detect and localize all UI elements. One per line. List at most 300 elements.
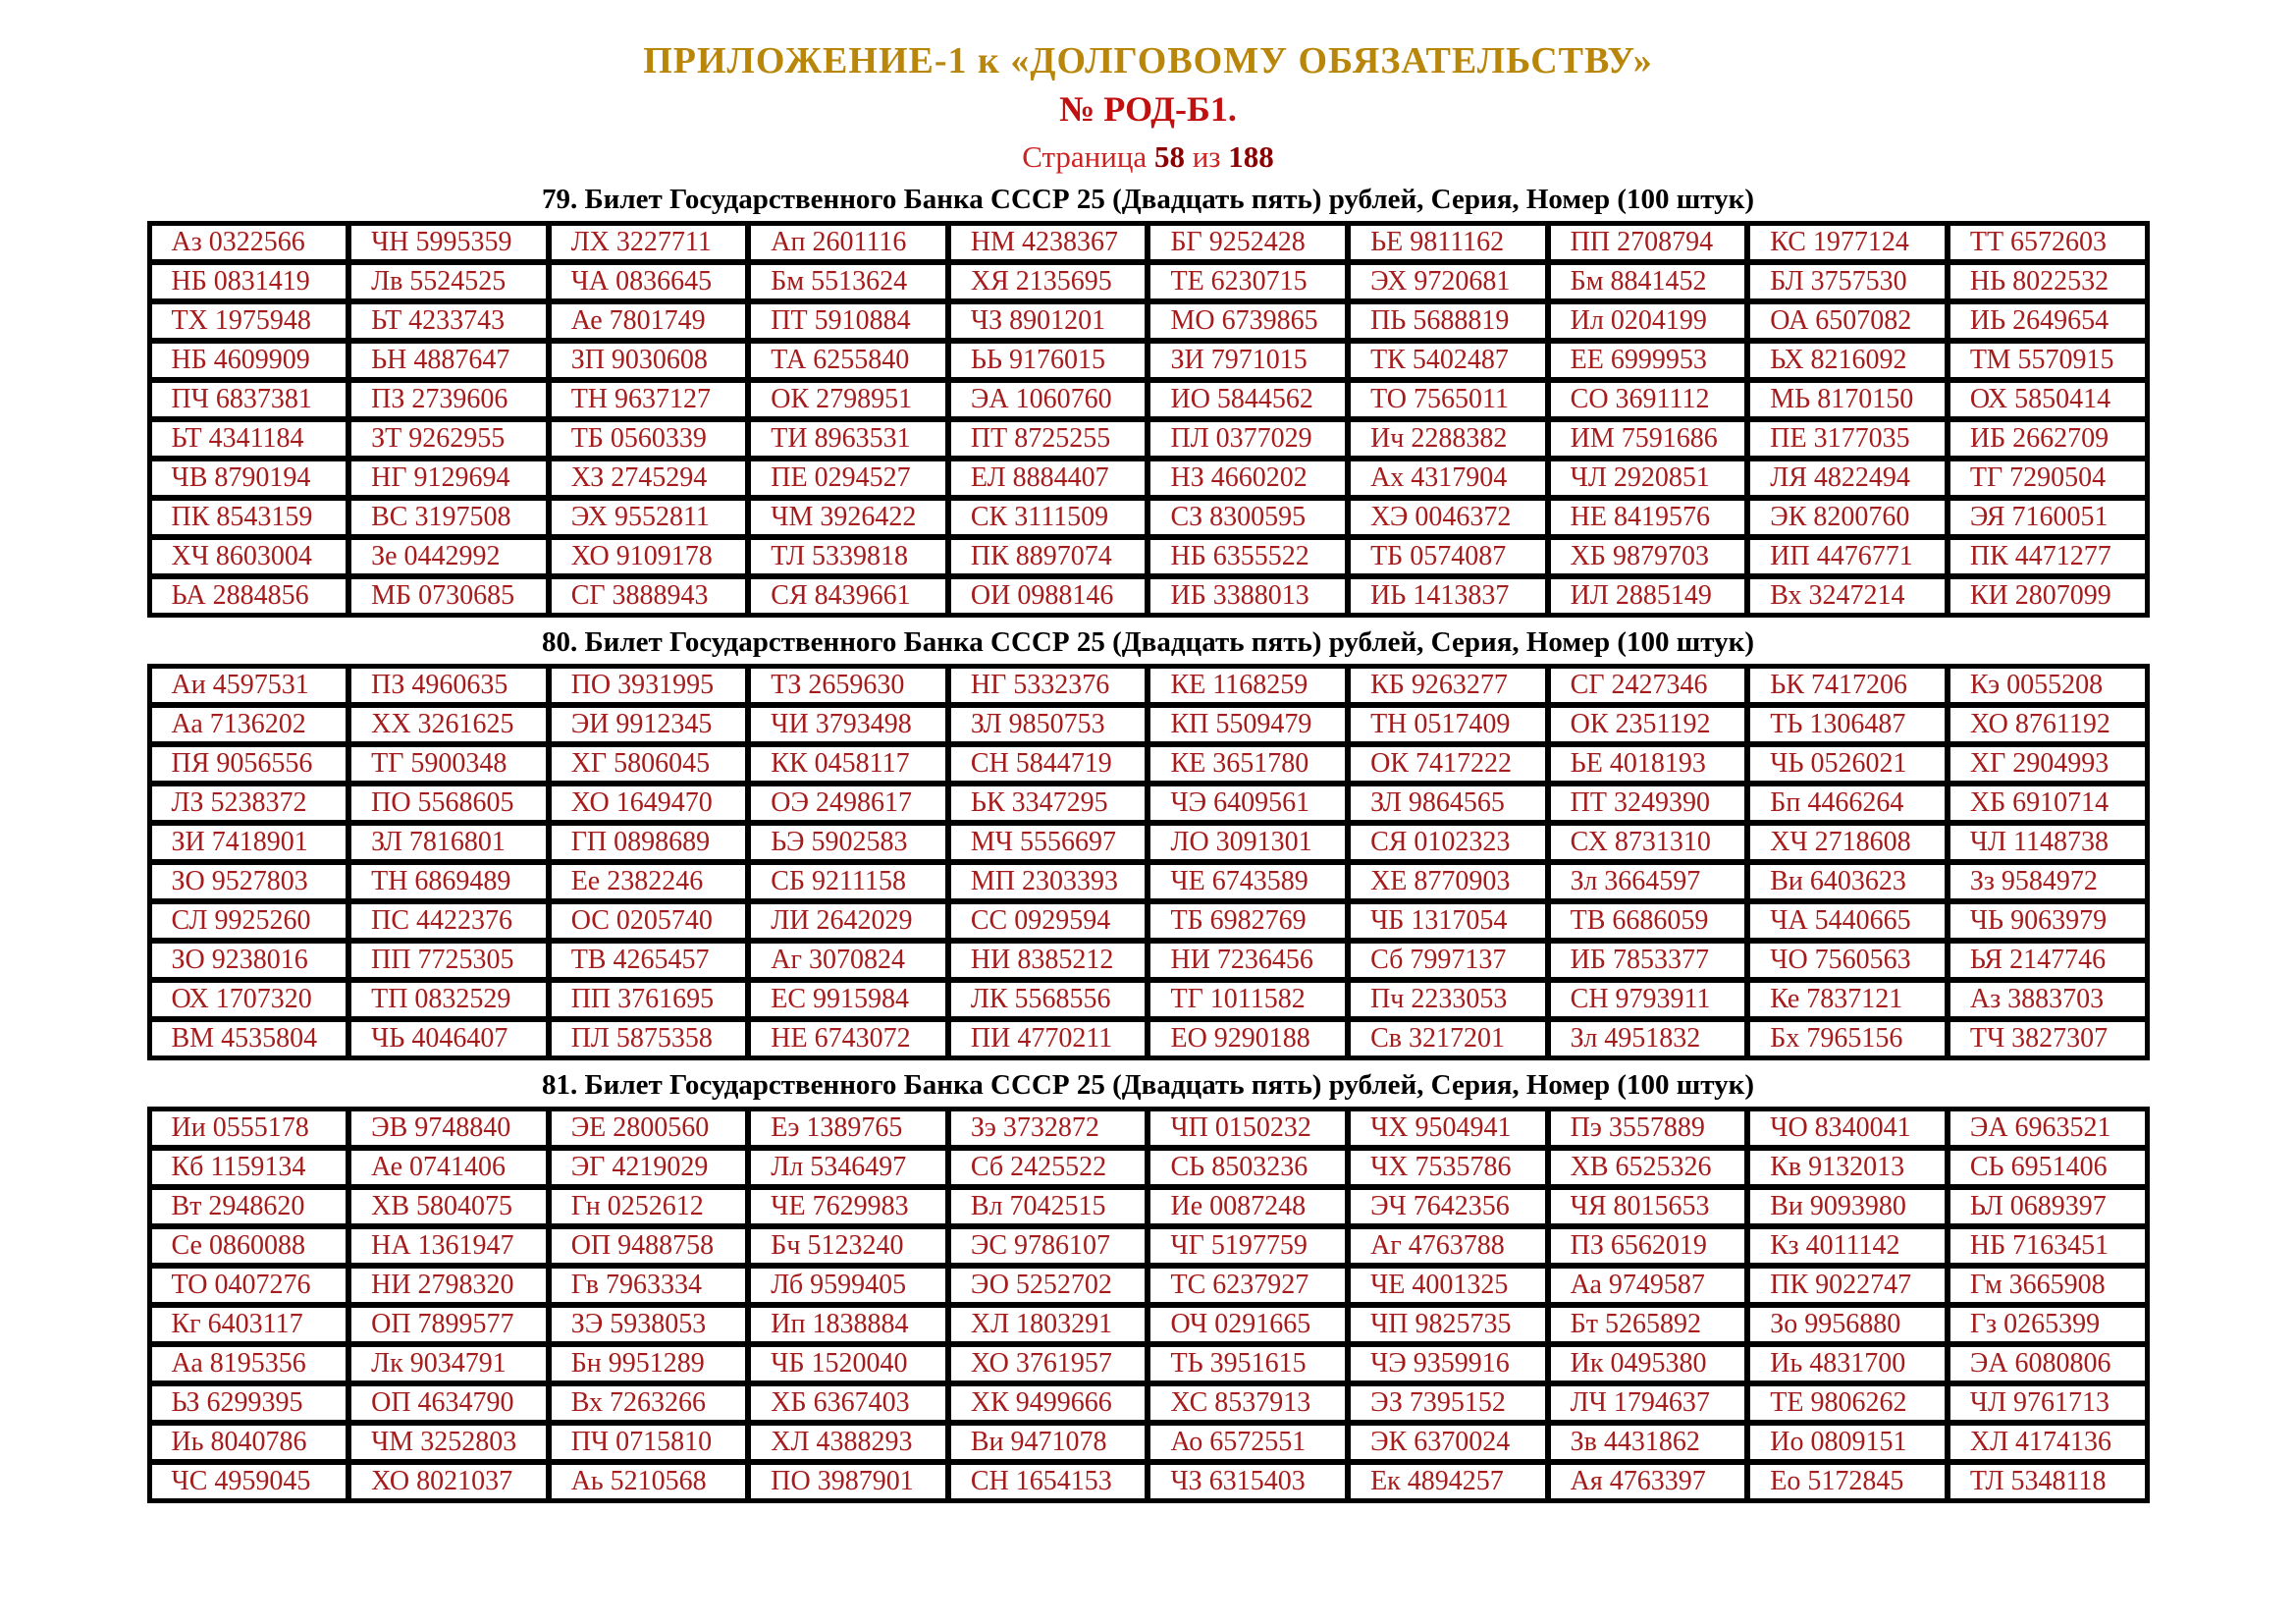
serial-cell: Пэ 3557889	[1548, 1109, 1748, 1148]
serial-cell: ЧС 4959045	[149, 1462, 349, 1501]
serial-cell: ЭИ 9912345	[549, 705, 749, 744]
serial-cell: СО 3691112	[1548, 380, 1748, 419]
serial-cell: НИ 7236456	[1148, 941, 1348, 980]
serial-cell: ПО 5568605	[348, 784, 549, 823]
serial-cell: НГ 5332376	[948, 666, 1148, 705]
table-row	[149, 223, 2148, 262]
serial-cell: Кб 1159134	[149, 1148, 349, 1187]
serial-cell: ПЕ 0294527	[748, 459, 948, 498]
serial-cell: КЕ 3651780	[1148, 744, 1348, 784]
serial-cell: НГ 9129694	[348, 459, 549, 498]
serial-cell: Вл 7042515	[948, 1187, 1148, 1226]
serial-cell: ЭА 6080806	[1948, 1344, 2148, 1383]
serial-cell: ПЧ 6837381	[149, 380, 349, 419]
serial-cell: ЗЛ 7816801	[348, 823, 549, 862]
serial-cell: ЗИ 7418901	[149, 823, 349, 862]
serial-cell: ЛЧ 1794637	[1548, 1383, 1748, 1423]
serial-cell: ХХ 3261625	[348, 705, 549, 744]
serial-cell: Иь 8040786	[149, 1423, 349, 1462]
serial-cell: Кв 9132013	[1747, 1148, 1948, 1187]
serial-cell: ТЬ 1306487	[1747, 705, 1948, 744]
serial-cell: ОЧ 0291665	[1148, 1305, 1348, 1344]
serial-cell: ХБ 6910714	[1948, 784, 2148, 823]
serial-cell: ХО 8761192	[1948, 705, 2148, 744]
serial-cell: ЧХ 7535786	[1348, 1148, 1548, 1187]
serial-cell: ПП 2708794	[1548, 223, 1748, 262]
serial-cell: Ап 2601116	[748, 223, 948, 262]
serial-cell: Лв 5524525	[348, 262, 549, 301]
serial-cell: СЗ 8300595	[1148, 498, 1348, 537]
serial-cell: ЗЭ 5938053	[549, 1305, 749, 1344]
section-81-title: 81. Билет Государственного Банка СССР 25 (Двадцать пять) рублей, Серия, Номер (100 штук)	[541, 1069, 1755, 1101]
serial-cell: ГП 0898689	[549, 823, 749, 862]
serial-cell: Вт 2948620	[149, 1187, 349, 1226]
serial-cell: СК 3111509	[948, 498, 1148, 537]
serial-cell: ХС 8537913	[1148, 1383, 1348, 1423]
serial-cell: ТО 0407276	[149, 1266, 349, 1305]
serial-cell: ХГ 5806045	[549, 744, 749, 784]
serial-cell: СЬ 8503236	[1148, 1148, 1348, 1187]
serial-cell: НБ 6355522	[1148, 537, 1348, 576]
table-row	[149, 341, 2148, 380]
serial-cell: ТБ 0560339	[549, 419, 749, 459]
serial-cell: Ее 2382246	[549, 862, 749, 901]
serial-cell: ОК 7417222	[1348, 744, 1548, 784]
serial-cell: ХЕ 8770903	[1348, 862, 1548, 901]
serial-cell: ЧЛ 9761713	[1948, 1383, 2148, 1423]
serial-cell: БЛ 3757530	[1747, 262, 1948, 301]
serial-cell: ЭК 6370024	[1348, 1423, 1548, 1462]
serial-cell: ЬА 2884856	[149, 576, 349, 616]
serial-cell: ЧЭ 6409561	[1148, 784, 1348, 823]
serial-cell: Аз 3883703	[1948, 980, 2148, 1019]
serial-cell: ТП 0832529	[348, 980, 549, 1019]
serial-cell: Аг 4763788	[1348, 1226, 1548, 1266]
serial-cell: Аз 0322566	[149, 223, 349, 262]
serial-cell: ЧЯ 8015653	[1548, 1187, 1748, 1226]
serial-cell: ТЛ 5339818	[748, 537, 948, 576]
serial-cell: ИЬ 1413837	[1348, 576, 1548, 616]
serial-cell: ЧЗ 6315403	[1148, 1462, 1348, 1501]
serial-cell: ПЬ 5688819	[1348, 301, 1548, 341]
serial-cell: ЧИ 3793498	[748, 705, 948, 744]
serial-cell: СЬ 6951406	[1948, 1148, 2148, 1187]
serial-cell: ЭХ 9552811	[549, 498, 749, 537]
serial-cell: ЧБ 1520040	[748, 1344, 948, 1383]
serial-cell: ЬЯ 2147746	[1948, 941, 2148, 980]
serial-cell: ПЗ 2739606	[348, 380, 549, 419]
serial-cell: ЗП 9030608	[549, 341, 749, 380]
serial-cell: ИП 4476771	[1747, 537, 1948, 576]
serial-cell: ЬТ 4341184	[149, 419, 349, 459]
serial-cell: ЧЛ 2920851	[1548, 459, 1748, 498]
serial-cell: НЕ 8419576	[1548, 498, 1748, 537]
serial-cell: ЗО 9238016	[149, 941, 349, 980]
serial-cell: ЭС 9786107	[948, 1226, 1148, 1266]
serial-cell: ХО 8021037	[348, 1462, 549, 1501]
serial-cell: Ип 1838884	[748, 1305, 948, 1344]
serial-cell: ЕЕ 6999953	[1548, 341, 1748, 380]
serial-cell: ПЛ 5875358	[549, 1019, 749, 1058]
table-row	[149, 1226, 2148, 1266]
serial-cell: Аь 5210568	[549, 1462, 749, 1501]
serial-cell: ЭА 1060760	[948, 380, 1148, 419]
appendix-title: ПРИЛОЖЕНИЕ-1 к «ДОЛГОВОМУ ОБЯЗАТЕЛЬСТВУ»	[643, 40, 1653, 81]
document-number: № РОД-Б1.	[1059, 89, 1237, 129]
serial-cell: ЭА 6963521	[1948, 1109, 2148, 1148]
serial-cell: Ео 5172845	[1747, 1462, 1948, 1501]
serial-cell: Лк 9034791	[348, 1344, 549, 1383]
serial-cell: ЧЕ 4001325	[1348, 1266, 1548, 1305]
serial-cell: ОХ 5850414	[1948, 380, 2148, 419]
serial-cell: СЛ 9925260	[149, 901, 349, 941]
serial-cell: ТМ 5570915	[1948, 341, 2148, 380]
serial-cell: СГ 2427346	[1548, 666, 1748, 705]
serial-cell: ХО 3761957	[948, 1344, 1148, 1383]
serials-table-80	[147, 664, 2150, 1060]
table-row	[149, 1344, 2148, 1383]
serial-cell: Се 0860088	[149, 1226, 349, 1266]
serial-cell: ПК 8897074	[948, 537, 1148, 576]
serial-cell: ЬК 7417206	[1747, 666, 1948, 705]
serial-cell: ИО 5844562	[1148, 380, 1348, 419]
serial-cell: ЕС 9915984	[748, 980, 948, 1019]
table-row	[149, 1423, 2148, 1462]
serial-cell: ЧЛ 1148738	[1948, 823, 2148, 862]
serial-cell: ХО 9109178	[549, 537, 749, 576]
serial-cell: ТЛ 5348118	[1948, 1462, 2148, 1501]
serial-cell: Зл 4951832	[1548, 1019, 1748, 1058]
serial-cell: НИ 8385212	[948, 941, 1148, 980]
serial-cell: ЛО 3091301	[1148, 823, 1348, 862]
serial-cell: ПО 3987901	[748, 1462, 948, 1501]
table-row	[149, 380, 2148, 419]
serial-cell: Вх 7263266	[549, 1383, 749, 1423]
serial-cell: СБ 9211158	[748, 862, 948, 901]
serial-cell: ЬЭ 5902583	[748, 823, 948, 862]
serial-cell: ТЕ 9806262	[1747, 1383, 1948, 1423]
serial-cell: ЬК 3347295	[948, 784, 1148, 823]
section-79-title: 79. Билет Государственного Банка СССР 25 (Двадцать пять) рублей, Серия, Номер (100 штук)	[541, 184, 1755, 215]
serial-cell: ИМ 7591686	[1548, 419, 1748, 459]
serial-cell: Ви 9093980	[1747, 1187, 1948, 1226]
serial-cell: Аи 4597531	[149, 666, 349, 705]
serial-cell: ЭГ 4219029	[549, 1148, 749, 1187]
serial-cell: Бх 7965156	[1747, 1019, 1948, 1058]
serial-cell: ЛИ 2642029	[748, 901, 948, 941]
serial-cell: ЧО 8340041	[1747, 1109, 1948, 1148]
table-row	[149, 1187, 2148, 1226]
serial-cell: ОА 6507082	[1747, 301, 1948, 341]
serial-cell: ХГ 2904993	[1948, 744, 2148, 784]
serial-cell: Ае 7801749	[549, 301, 749, 341]
serial-cell: ТО 7565011	[1348, 380, 1548, 419]
serial-cell: ЧМ 3252803	[348, 1423, 549, 1462]
serial-cell: ПТ 8725255	[948, 419, 1148, 459]
serial-cell: ЧЗ 8901201	[948, 301, 1148, 341]
serial-cell: Лб 9599405	[748, 1266, 948, 1305]
serial-cell: ХК 9499666	[948, 1383, 1148, 1423]
serial-cell: МБ 0730685	[348, 576, 549, 616]
serial-cell: ТГ 1011582	[1148, 980, 1348, 1019]
serial-cell: ЧН 5995359	[348, 223, 549, 262]
serial-cell: ИБ 2662709	[1948, 419, 2148, 459]
serial-cell: СН 5844719	[948, 744, 1148, 784]
serial-cell: ПИ 4770211	[948, 1019, 1148, 1058]
serial-cell: Аа 7136202	[149, 705, 349, 744]
serial-cell: ТТ 6572603	[1948, 223, 2148, 262]
serial-cell: Ии 0555178	[149, 1109, 349, 1148]
serial-cell: ХБ 6367403	[748, 1383, 948, 1423]
serial-cell: ЗТ 9262955	[348, 419, 549, 459]
serial-cell: ХЧ 8603004	[149, 537, 349, 576]
table-row	[149, 301, 2148, 341]
serial-cell: ПЕ 3177035	[1747, 419, 1948, 459]
serial-cell: ЧЕ 6743589	[1148, 862, 1348, 901]
serial-cell: ТА 6255840	[748, 341, 948, 380]
serial-cell: МЧ 5556697	[948, 823, 1148, 862]
serial-cell: ХЯ 2135695	[948, 262, 1148, 301]
serial-cell: Ке 7837121	[1747, 980, 1948, 1019]
table-row	[149, 1383, 2148, 1423]
serial-cell: ОК 2798951	[748, 380, 948, 419]
serial-cell: ЬТ 4233743	[348, 301, 549, 341]
serial-cell: ЭХ 9720681	[1348, 262, 1548, 301]
serial-cell: Ил 0204199	[1548, 301, 1748, 341]
page-of-label: из	[1192, 139, 1221, 174]
serial-cell: ТН 9637127	[549, 380, 749, 419]
serial-cell: Ае 0741406	[348, 1148, 549, 1187]
table-row	[149, 1109, 2148, 1148]
serial-cell: ЧБ 1317054	[1348, 901, 1548, 941]
serial-cell: ХБ 9879703	[1548, 537, 1748, 576]
serial-cell: Ах 4317904	[1348, 459, 1548, 498]
serial-cell: СГ 3888943	[549, 576, 749, 616]
serial-cell: ЭЕ 2800560	[549, 1109, 749, 1148]
serial-cell: ИБ 7853377	[1548, 941, 1748, 980]
serial-cell: ТГ 5900348	[348, 744, 549, 784]
serial-cell: КС 1977124	[1747, 223, 1948, 262]
serial-cell: НИ 2798320	[348, 1266, 549, 1305]
serial-cell: ЭЯ 7160051	[1948, 498, 2148, 537]
serial-cell: Аг 3070824	[748, 941, 948, 980]
serials-table-79	[147, 221, 2150, 618]
serial-cell: ЭК 8200760	[1747, 498, 1948, 537]
serial-cell: ЬЕ 9811162	[1348, 223, 1548, 262]
serial-cell: Аа 8195356	[149, 1344, 349, 1383]
table-row	[149, 980, 2148, 1019]
table-row	[149, 901, 2148, 941]
serial-cell: ХЛ 4174136	[1948, 1423, 2148, 1462]
serial-cell: ХЭ 0046372	[1348, 498, 1548, 537]
table-row	[149, 784, 2148, 823]
page-indicator	[0, 139, 2296, 175]
serial-cell: ОП 9488758	[549, 1226, 749, 1266]
serial-cell: ЗЛ 9850753	[948, 705, 1148, 744]
serial-cell: ЛЗ 5238372	[149, 784, 349, 823]
serial-cell: ТХ 1975948	[149, 301, 349, 341]
serial-cell: ЧЭ 9359916	[1348, 1344, 1548, 1383]
serial-cell: Гв 7963334	[549, 1266, 749, 1305]
serial-cell: Бп 4466264	[1747, 784, 1948, 823]
table-row	[149, 1019, 2148, 1058]
table-row	[149, 1305, 2148, 1344]
serial-cell: Ви 6403623	[1747, 862, 1948, 901]
serial-cell: Ая 4763397	[1548, 1462, 1748, 1501]
serial-cell: Ич 2288382	[1348, 419, 1548, 459]
serial-cell: ЕО 9290188	[1148, 1019, 1348, 1058]
serial-cell: Ви 9471078	[948, 1423, 1148, 1462]
table-row	[149, 262, 2148, 301]
serial-cell: ПЧ 0715810	[549, 1423, 749, 1462]
serial-cell: ХЛ 4388293	[748, 1423, 948, 1462]
serial-cell: ПТ 3249390	[1548, 784, 1748, 823]
serial-cell: ЬХ 8216092	[1747, 341, 1948, 380]
serial-cell: Бт 5265892	[1548, 1305, 1748, 1344]
serial-cell: МЬ 8170150	[1747, 380, 1948, 419]
serial-cell: ИБ 3388013	[1148, 576, 1348, 616]
serial-cell: КЕ 1168259	[1148, 666, 1348, 705]
section-81	[0, 1069, 2296, 1503]
serial-cell: Бм 8841452	[1548, 262, 1748, 301]
serial-cell: Зэ 3732872	[948, 1109, 1148, 1148]
serial-cell: ТН 0517409	[1348, 705, 1548, 744]
table-row	[149, 705, 2148, 744]
serial-cell: ХО 1649470	[549, 784, 749, 823]
page-label: Страница	[1022, 139, 1148, 174]
serial-cell: ЧВ 8790194	[149, 459, 349, 498]
serial-cell: Иь 4831700	[1747, 1344, 1948, 1383]
table-row	[149, 744, 2148, 784]
serial-cell: Лл 5346497	[748, 1148, 948, 1187]
serial-cell: ЛК 5568556	[948, 980, 1148, 1019]
serial-cell: Ао 6572551	[1148, 1423, 1348, 1462]
serial-cell: ОИ 0988146	[948, 576, 1148, 616]
serial-cell: ЗЛ 9864565	[1348, 784, 1548, 823]
serial-cell: ПТ 5910884	[748, 301, 948, 341]
serial-cell: ПЛ 0377029	[1148, 419, 1348, 459]
serial-cell: ЧО 7560563	[1747, 941, 1948, 980]
serial-cell: ЧА 0836645	[549, 262, 749, 301]
serial-cell: ПС 4422376	[348, 901, 549, 941]
serial-cell: СН 9793911	[1548, 980, 1748, 1019]
table-row	[149, 1462, 2148, 1501]
serial-cell: ПЯ 9056556	[149, 744, 349, 784]
serial-cell: СН 1654153	[948, 1462, 1148, 1501]
serial-cell: Ик 0495380	[1548, 1344, 1748, 1383]
table-row	[149, 537, 2148, 576]
serials-table-81	[147, 1107, 2150, 1503]
serial-cell: НЬ 8022532	[1948, 262, 2148, 301]
serial-cell: ЧЬ 0526021	[1747, 744, 1948, 784]
serial-cell: МО 6739865	[1148, 301, 1348, 341]
serial-cell: Гн 0252612	[549, 1187, 749, 1226]
serial-cell: СС 0929594	[948, 901, 1148, 941]
serial-cell: ТК 5402487	[1348, 341, 1548, 380]
serial-cell: БГ 9252428	[1148, 223, 1348, 262]
serial-cell: ЧМ 3926422	[748, 498, 948, 537]
serial-cell: Вх 3247214	[1747, 576, 1948, 616]
serial-cell: ТБ 0574087	[1348, 537, 1548, 576]
serial-cell: ТЬ 3951615	[1148, 1344, 1348, 1383]
serial-cell: НЕ 6743072	[748, 1019, 948, 1058]
serial-cell: ЧП 9825735	[1348, 1305, 1548, 1344]
serial-cell: ТЧ 3827307	[1948, 1019, 2148, 1058]
serial-cell: СЯ 0102323	[1348, 823, 1548, 862]
serial-cell: ЭВ 9748840	[348, 1109, 549, 1148]
section-79	[0, 184, 2296, 618]
serial-cell: ТС 6237927	[1148, 1266, 1348, 1305]
serial-cell: ХВ 6525326	[1548, 1148, 1748, 1187]
serial-cell: Гм 3665908	[1948, 1266, 2148, 1305]
serial-cell: ЬЬ 9176015	[948, 341, 1148, 380]
serial-cell: ЭЧ 7642356	[1348, 1187, 1548, 1226]
serial-cell: ЧЬ 4046407	[348, 1019, 549, 1058]
serial-cell: ЛХ 3227711	[549, 223, 749, 262]
document-header	[0, 0, 2296, 175]
serial-cell: Зз 9584972	[1948, 862, 2148, 901]
table-row	[149, 823, 2148, 862]
serial-cell: ЬН 4887647	[348, 341, 549, 380]
serial-cell: ТГ 7290504	[1948, 459, 2148, 498]
serial-cell: ЧП 0150232	[1148, 1109, 1348, 1148]
serial-cell: КП 5509479	[1148, 705, 1348, 744]
serial-cell: ХЛ 1803291	[948, 1305, 1148, 1344]
serial-cell: Зе 0442992	[348, 537, 549, 576]
serial-cell: СХ 8731310	[1548, 823, 1748, 862]
serial-cell: Бн 9951289	[549, 1344, 749, 1383]
serial-cell: Зв 4431862	[1548, 1423, 1748, 1462]
serial-cell: ПК 4471277	[1948, 537, 2148, 576]
table-row	[149, 941, 2148, 980]
serial-cell: Ио 0809151	[1747, 1423, 1948, 1462]
serial-cell: КБ 9263277	[1348, 666, 1548, 705]
table-row	[149, 1148, 2148, 1187]
serial-cell: Кз 4011142	[1747, 1226, 1948, 1266]
serial-cell: ЬЗ 6299395	[149, 1383, 349, 1423]
serial-cell: ЧХ 9504941	[1348, 1109, 1548, 1148]
serial-cell: Ек 4894257	[1348, 1462, 1548, 1501]
serial-cell: ТЗ 2659630	[748, 666, 948, 705]
serial-cell: ЕЛ 8884407	[948, 459, 1148, 498]
serial-cell: НМ 4238367	[948, 223, 1148, 262]
table-row	[149, 666, 2148, 705]
serial-cell: ЬЕ 4018193	[1548, 744, 1748, 784]
serial-cell: ВС 3197508	[348, 498, 549, 537]
serial-cell: НБ 4609909	[149, 341, 349, 380]
page-current: 58	[1153, 139, 1185, 174]
section-80-title: 80. Билет Государственного Банка СССР 25 (Двадцать пять) рублей, Серия, Номер (100 штук)	[541, 626, 1755, 658]
serial-cell: Аа 9749587	[1548, 1266, 1748, 1305]
serial-cell: ОС 0205740	[549, 901, 749, 941]
page-total: 188	[1228, 139, 1274, 174]
serial-cell: КИ 2807099	[1948, 576, 2148, 616]
serial-cell: ХВ 5804075	[348, 1187, 549, 1226]
serial-cell: ПЗ 6562019	[1548, 1226, 1748, 1266]
serial-cell: Сб 2425522	[948, 1148, 1148, 1187]
serial-cell: Сб 7997137	[1348, 941, 1548, 980]
serial-cell: ОЭ 2498617	[748, 784, 948, 823]
serial-cell: ТН 6869489	[348, 862, 549, 901]
serial-cell: ЭО 5252702	[948, 1266, 1148, 1305]
serial-cell: Зо 9956880	[1747, 1305, 1948, 1344]
serial-cell: Пч 2233053	[1348, 980, 1548, 1019]
table-row	[149, 498, 2148, 537]
serial-cell: ТЕ 6230715	[1148, 262, 1348, 301]
section-80	[0, 626, 2296, 1060]
serial-cell: ЗИ 7971015	[1148, 341, 1348, 380]
serial-cell: НБ 7163451	[1948, 1226, 2148, 1266]
